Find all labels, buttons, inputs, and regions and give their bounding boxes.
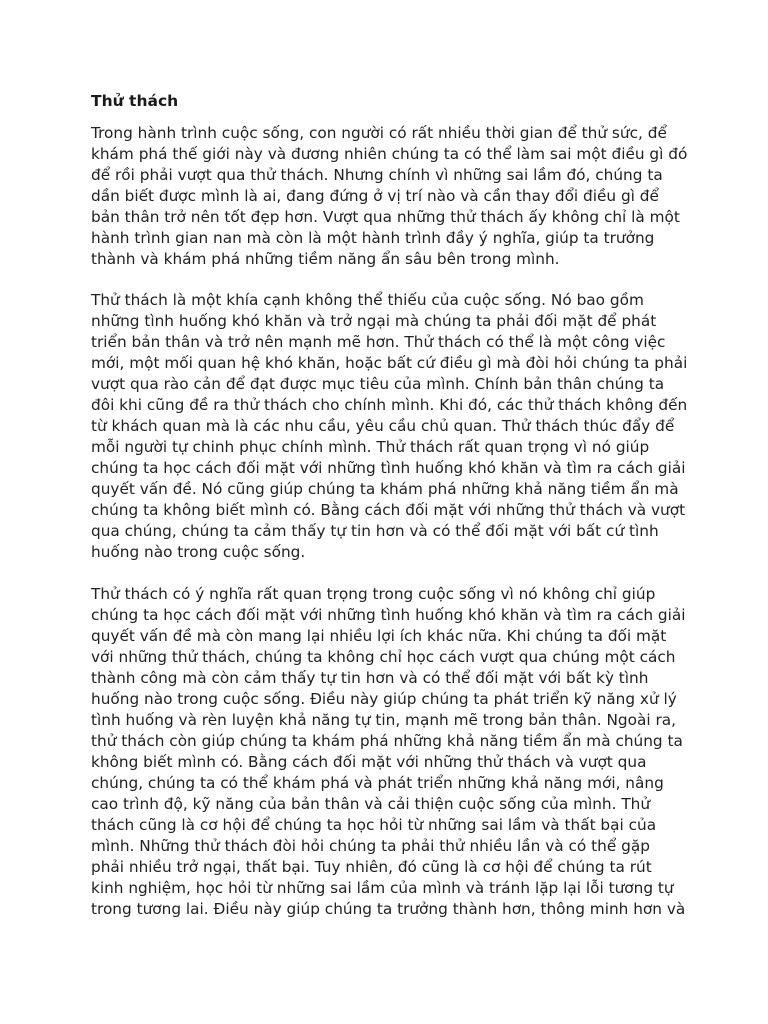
paragraph-line: những tình huống khó khăn và trở ngại mà chúng ta phải đối mặt để phát <box>91 312 657 330</box>
paragraph-line: bản thân trở nên tốt đẹp hơn. Vượt qua những thử thách ấy không chỉ là một <box>91 208 680 226</box>
paragraph-line: với những thử thách, chúng ta không chỉ học cách vượt qua chúng một cách <box>91 648 676 666</box>
paragraph-line: Thử thách có ý nghĩa rất quan trọng trong cuộc sống vì nó không chỉ giúp <box>91 585 656 603</box>
paragraph-line: vượt qua rào cản để đạt được mục tiêu của mình. Chính bản thân chúng ta <box>91 375 665 393</box>
paragraph-line: thử thách còn giúp chúng ta khám phá những khả năng tiềm ẩn mà chúng ta <box>91 732 683 750</box>
paragraph-line: phải nhiều trở ngại, thất bại. Tuy nhiên, đó cũng là cơ hội để chúng ta rút <box>91 858 652 876</box>
paragraph-line: qua chúng, chúng ta cảm thấy tự tin hơn và có thể đối mặt với bất cứ tình <box>91 522 659 540</box>
document-title: Thử thách <box>91 92 179 110</box>
paragraph-line: chúng ta học cách đối mặt với những tình huống khó khăn và tìm ra cách giải <box>91 459 686 477</box>
paragraph-line: trong tương lai. Điều này giúp chúng ta trưởng thành hơn, thông minh hơn và <box>91 900 686 918</box>
paragraph-line: Thử thách là một khía cạnh không thể thiếu của cuộc sống. Nó bao gồm <box>91 291 644 309</box>
paragraph-line: chúng, chúng ta có thể khám phá và phát triển những khả năng mới, nâng <box>91 774 664 792</box>
paragraph-line: khám phá thế giới này và đương nhiên chúng ta có thể làm sai một điều gì đó <box>91 145 688 163</box>
paragraph-line: chúng ta không biết mình có. Bằng cách đối mặt với những thử thách và vượt <box>91 501 686 519</box>
paragraph-line: dần biết được mình là ai, đang đứng ở vị trí nào và cần thay đổi điều gì để <box>91 187 659 205</box>
paragraph-line: mới, một mối quan hệ khó khăn, hoặc bất cứ điều gì mà đòi hỏi chúng ta phải <box>91 354 688 372</box>
paragraph-line: tình huống và rèn luyện khả năng tự tin, mạnh mẽ trong bản thân. Ngoài ra, <box>91 711 676 729</box>
paragraph-line: để rồi phải vượt qua thử thách. Nhưng chính vì những sai lầm đó, chúng ta <box>91 166 663 184</box>
paragraph-line: mình. Những thử thách đòi hỏi chúng ta phải thử nhiều lần và có thể gặp <box>91 837 650 855</box>
paragraph-line: quyết vấn đề. Nó cũng giúp chúng ta khám phá những khả năng tiềm ẩn mà <box>91 480 679 498</box>
paragraph-line: đôi khi cũng đề ra thử thách cho chính mình. Khi đó, các thử thách không đến <box>91 396 688 414</box>
paragraph-3 <box>91 584 691 920</box>
paragraph-1 <box>91 123 691 270</box>
paragraph-line: thành và khám phá những tiềm năng ẩn sâu bên trong mình. <box>91 250 560 268</box>
paragraph-line: mỗi người tự chinh phục chính mình. Thử thách rất quan trọng vì nó giúp <box>91 438 650 456</box>
paragraph-2 <box>91 290 691 563</box>
paragraph-line: huống nào trong cuộc sống. Điều này giúp chúng ta phát triển kỹ năng xử lý <box>91 690 677 708</box>
paragraph-line: quyết vấn đề mà còn mang lại nhiều lợi ích khác nữa. Khi chúng ta đối mặt <box>91 627 667 645</box>
paragraph-line: Trong hành trình cuộc sống, con người có rất nhiều thời gian để thử sức, để <box>91 124 667 142</box>
paragraph-line: cao trình độ, kỹ năng của bản thân và cải thiện cuộc sống của mình. Thử <box>91 795 651 813</box>
paragraph-line: thành công mà còn cảm thấy tự tin hơn và có thể đối mặt với bất kỳ tình <box>91 669 649 687</box>
paragraph-line: triển bản thân và trở nên mạnh mẽ hơn. Thử thách có thể là một công việc <box>91 333 666 351</box>
paragraph-line: kinh nghiệm, học hỏi từ những sai lầm của mình và tránh lặp lại lỗi tương tự <box>91 879 674 897</box>
paragraph-line: không biết mình có. Bằng cách đối mặt với những thử thách và vượt qua <box>91 753 647 771</box>
paragraph-line: hành trình gian nan mà còn là một hành trình đầy ý nghĩa, giúp ta trưởng <box>91 229 655 247</box>
paragraph-line: thách cũng là cơ hội để chúng ta học hỏi từ những sai lầm và thất bại của <box>91 816 657 834</box>
paragraph-line: từ khách quan mà là các nhu cầu, yêu cầu chủ quan. Thử thách thúc đẩy để <box>91 417 675 435</box>
paragraph-line: chúng ta học cách đối mặt với những tình huống khó khăn và tìm ra cách giải <box>91 606 686 624</box>
paragraph-line: huống nào trong cuộc sống. <box>91 543 306 561</box>
